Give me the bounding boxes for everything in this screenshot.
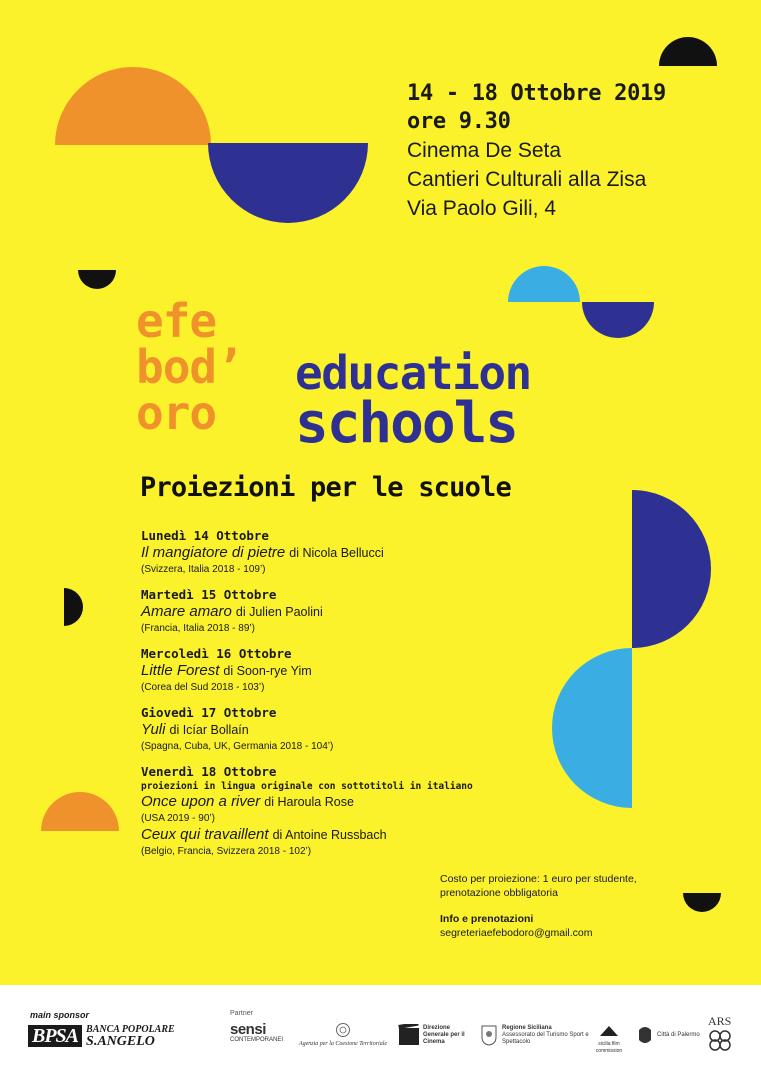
- ars-emblem-icon: [708, 1029, 732, 1051]
- logo-line-1: efe: [136, 294, 217, 348]
- film-meta: (Corea del Sud 2018 - 103’): [141, 682, 265, 693]
- film-director: di Julien Paolini: [235, 605, 323, 619]
- program-title: [295, 346, 531, 456]
- orange-half-circle-bottom: [41, 792, 119, 831]
- film-meta: (Svizzera, Italia 2018 - 109’): [141, 564, 266, 575]
- event-info: [407, 80, 666, 223]
- partner-sub: CONTEMPORANEI: [230, 1037, 284, 1043]
- logo-line-3: oro: [136, 386, 217, 440]
- partner-logo-sicilia-film: [594, 1024, 624, 1055]
- orange-half-circle-top: [55, 67, 211, 145]
- partner-name: Regione Siciliana: [502, 1024, 552, 1031]
- day-heading: Venerdì 18 Ottobre: [141, 764, 277, 779]
- navy-half-circle-top: [208, 143, 368, 223]
- schedule-day: [141, 527, 473, 577]
- partner-name: Città di Palermo: [657, 1031, 700, 1038]
- film-entry: [141, 721, 473, 739]
- partner-name: Agenzia per la Coesione Territoriale: [298, 1041, 388, 1047]
- contact-heading: Info e prenotazioni: [440, 913, 534, 925]
- film-entry: [141, 793, 473, 811]
- efebodoro-logo: [136, 294, 243, 440]
- emblem-icon: [335, 1022, 351, 1038]
- event-venue: Cinema De Seta: [407, 139, 562, 162]
- film-director: di Icíar Bollaín: [169, 723, 249, 737]
- page-subtitle: Proiezioni per le scuole: [140, 472, 511, 503]
- sponsor-name-line-1: BANCA POPOLARE: [86, 1023, 175, 1035]
- partner-logo-palermo: [636, 1024, 700, 1046]
- partner-logo-ars: [708, 1014, 732, 1055]
- partner-logo-regione: [480, 1024, 594, 1046]
- film-title: Little Forest: [141, 662, 220, 679]
- navy-half-circle-right: [632, 490, 711, 648]
- partner-name: sensi: [230, 1021, 266, 1038]
- film-entry: [141, 544, 473, 562]
- event-time: ore 9.30: [407, 109, 511, 134]
- film-commission-icon: [598, 1024, 620, 1038]
- film-meta: (USA 2019 - 90’): [141, 813, 215, 824]
- day-heading: Giovedì 17 Ottobre: [141, 705, 277, 720]
- light-blue-half-circle-right: [552, 648, 632, 808]
- event-dates: 14 - 18 Ottobre 2019: [407, 81, 666, 106]
- film-director: di Haroula Rose: [264, 795, 354, 809]
- partner-name: sicilia film commission: [595, 1041, 623, 1054]
- day-note: proiezioni in lingua originale con sottotitoli in italiano: [141, 781, 473, 792]
- film-director: di Soon-rye Yim: [223, 664, 312, 678]
- sponsor-name: [86, 1024, 175, 1049]
- partner-name: Direzione Generale per il Cinema: [423, 1024, 465, 1045]
- film-title: Yuli: [141, 721, 166, 738]
- cost-info: [440, 872, 680, 900]
- contact-email: segreteriaefebodoro@gmail.com: [440, 927, 593, 939]
- film-entry: [141, 826, 473, 844]
- program-line-2: schools: [295, 391, 518, 456]
- partner-sub: Assessorato del Turismo Sport e Spettacolo: [502, 1031, 589, 1045]
- regional-crest-icon: [480, 1024, 498, 1046]
- light-blue-half-circle: [508, 266, 580, 302]
- sponsor-logo: [28, 1024, 175, 1048]
- schedule-day: [141, 645, 473, 695]
- schedule-day: [141, 763, 473, 859]
- schedule-day: [141, 704, 473, 754]
- sponsor-label: main sponsor: [30, 1010, 90, 1020]
- partner-text: [502, 1025, 594, 1046]
- film-title: Ceux qui travaillent: [141, 826, 269, 843]
- schedule-day: [141, 586, 473, 636]
- film-title: Il mangiatore di pietre: [141, 544, 286, 561]
- black-cap-top-right: [659, 37, 717, 66]
- sponsor-name-line-2: S.ANGELO: [86, 1033, 155, 1049]
- schedule: [141, 527, 473, 868]
- day-heading: Martedì 15 Ottobre: [141, 587, 277, 602]
- black-half-circle-left: [64, 588, 83, 626]
- navy-small-half-circle: [582, 302, 654, 338]
- film-meta: (Francia, Italia 2018 - 89’): [141, 623, 255, 634]
- partner-logo-sensi: [230, 1022, 283, 1044]
- film-title: Amare amaro: [141, 603, 232, 620]
- day-heading: Lunedì 14 Ottobre: [141, 528, 269, 543]
- contact-info: [440, 912, 593, 940]
- day-heading: Mercoledì 16 Ottobre: [141, 646, 292, 661]
- cost-line-1: Costo per proiezione: 1 euro per studente,: [440, 873, 637, 885]
- logo-line-2: bod’: [136, 340, 243, 394]
- event-address: Via Paolo Gili, 4: [407, 197, 557, 220]
- sponsor-mark: BPSA: [28, 1025, 82, 1047]
- city-crest-icon: [636, 1024, 654, 1046]
- film-title: Once upon a river: [141, 793, 261, 810]
- partner-logo-agenzia: [298, 1022, 388, 1048]
- partner-logo-dgc: [398, 1024, 467, 1046]
- film-entry: [141, 603, 473, 621]
- event-location: Cantieri Culturali alla Zisa: [407, 168, 647, 191]
- film-director: di Antoine Russbach: [272, 828, 387, 842]
- partner-name: ARS: [708, 1014, 732, 1028]
- film-meta: (Belgio, Francia, Svizzera 2018 - 102’): [141, 846, 312, 857]
- film-clapper-icon: [398, 1024, 420, 1046]
- film-entry: [141, 662, 473, 680]
- film-meta: (Spagna, Cuba, UK, Germania 2018 - 104’): [141, 741, 334, 752]
- cost-line-2: prenotazione obbligatoria: [440, 887, 558, 899]
- black-cup-left: [78, 270, 116, 289]
- program-line-1: education: [295, 346, 531, 400]
- film-director: di Nicola Bellucci: [289, 546, 384, 560]
- black-cup-bottom-right: [683, 893, 721, 912]
- partner-label: Partner: [230, 1010, 253, 1017]
